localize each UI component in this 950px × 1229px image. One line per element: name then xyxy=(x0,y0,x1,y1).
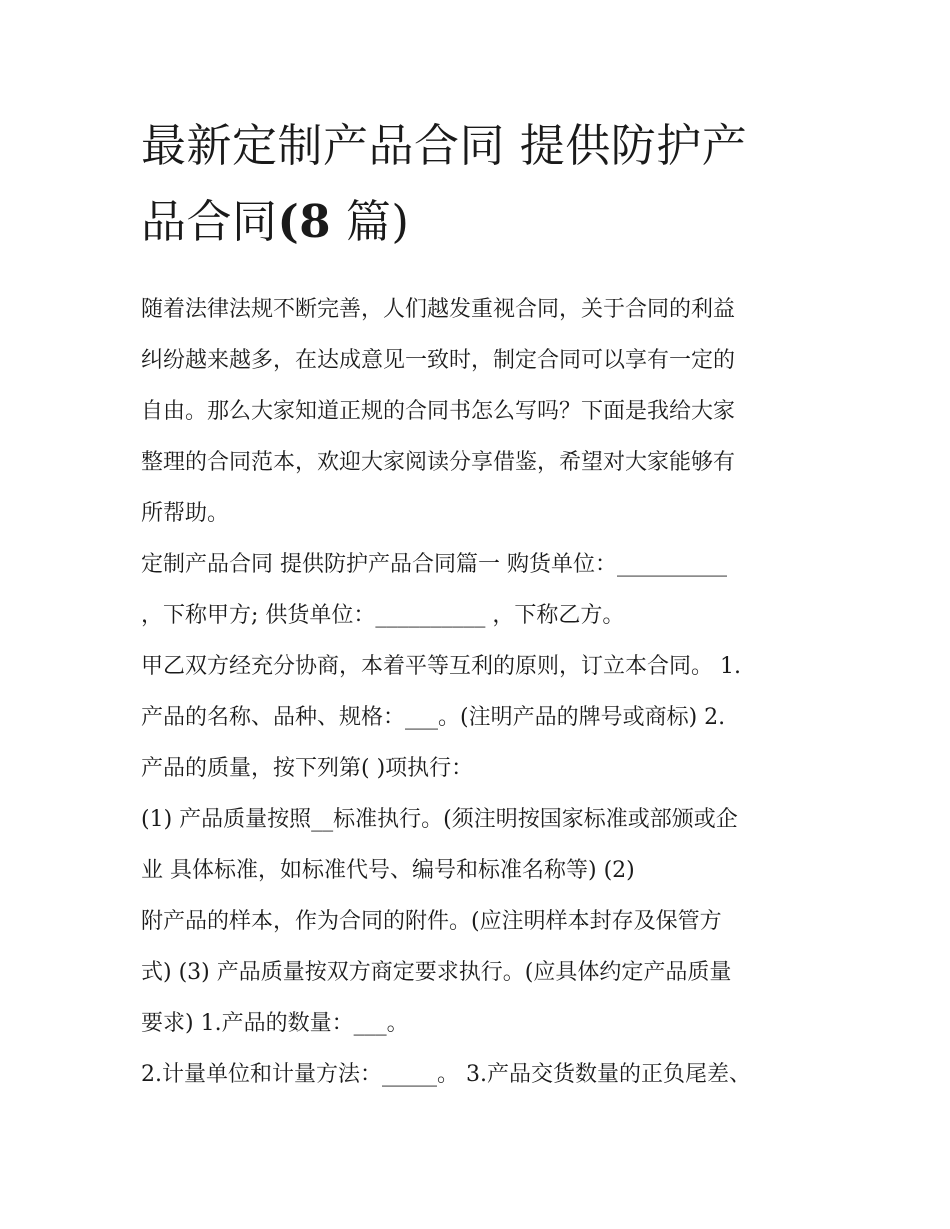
text-line: ，下称甲方; 供货单位：__________ ，下称乙方。 xyxy=(141,603,625,628)
text-line: 业 具体标准，如标准代号、编号和标准名称等) (2) xyxy=(141,858,635,883)
title-line-1: 最新定制产品合同 提供防护产 xyxy=(141,119,748,172)
text-line: 附产品的样本，作为合同的附件。(应注明样本封存及保管方 xyxy=(141,909,722,934)
text-line: 整理的合同范本，欢迎大家阅读分享借鉴，希望对大家能够有 xyxy=(141,450,736,475)
text-line: 随着法律法规不断完善，人们越发重视合同，关于合同的利益 xyxy=(141,297,736,322)
text-line: 要求) 1.产品的数量：___。 xyxy=(141,1011,409,1036)
text-line: 纠纷越来越多，在达成意见一致时，制定合同可以享有一定的 xyxy=(141,348,736,373)
text-line: 甲乙双方经充分协商，本着平等互利的原则，订立本合同。 1. xyxy=(141,654,741,679)
intro-paragraph xyxy=(141,284,813,539)
document-page xyxy=(141,108,813,1100)
text-line: 所帮助。 xyxy=(141,501,230,526)
text-line: (1) 产品质量按照__标准执行。(须注明按国家标准或部颁或企 xyxy=(141,807,738,832)
text-line: 自由。那么大家知道正规的合同书怎么写吗？下面是我给大家 xyxy=(141,399,736,424)
quality-standards-paragraph xyxy=(141,794,813,1049)
text-line: 式) (3) 产品质量按双方商定要求执行。(应具体约定产品质量 xyxy=(141,960,732,985)
text-line: 产品的质量，按下列第( )项执行： xyxy=(141,756,474,781)
contract-parties-paragraph xyxy=(141,539,813,641)
title-line-2b: (8 xyxy=(277,195,332,248)
document-body xyxy=(141,284,813,1100)
title-line-2c: 篇) xyxy=(331,195,410,248)
text-line: 产品的名称、品种、规格：___。(注明产品的牌号或商标) 2. xyxy=(141,705,726,730)
contract-terms-paragraph xyxy=(141,641,813,794)
text-line: 定制产品合同 提供防护产品合同篇一 购货单位：__________ xyxy=(141,552,727,577)
title-line-2a: 品合同 xyxy=(141,195,278,248)
text-line: 2.计量单位和计量方法：_____。 3.产品交货数量的正负尾差、 xyxy=(141,1062,751,1087)
document-title xyxy=(141,108,813,260)
measurement-paragraph xyxy=(141,1049,813,1100)
